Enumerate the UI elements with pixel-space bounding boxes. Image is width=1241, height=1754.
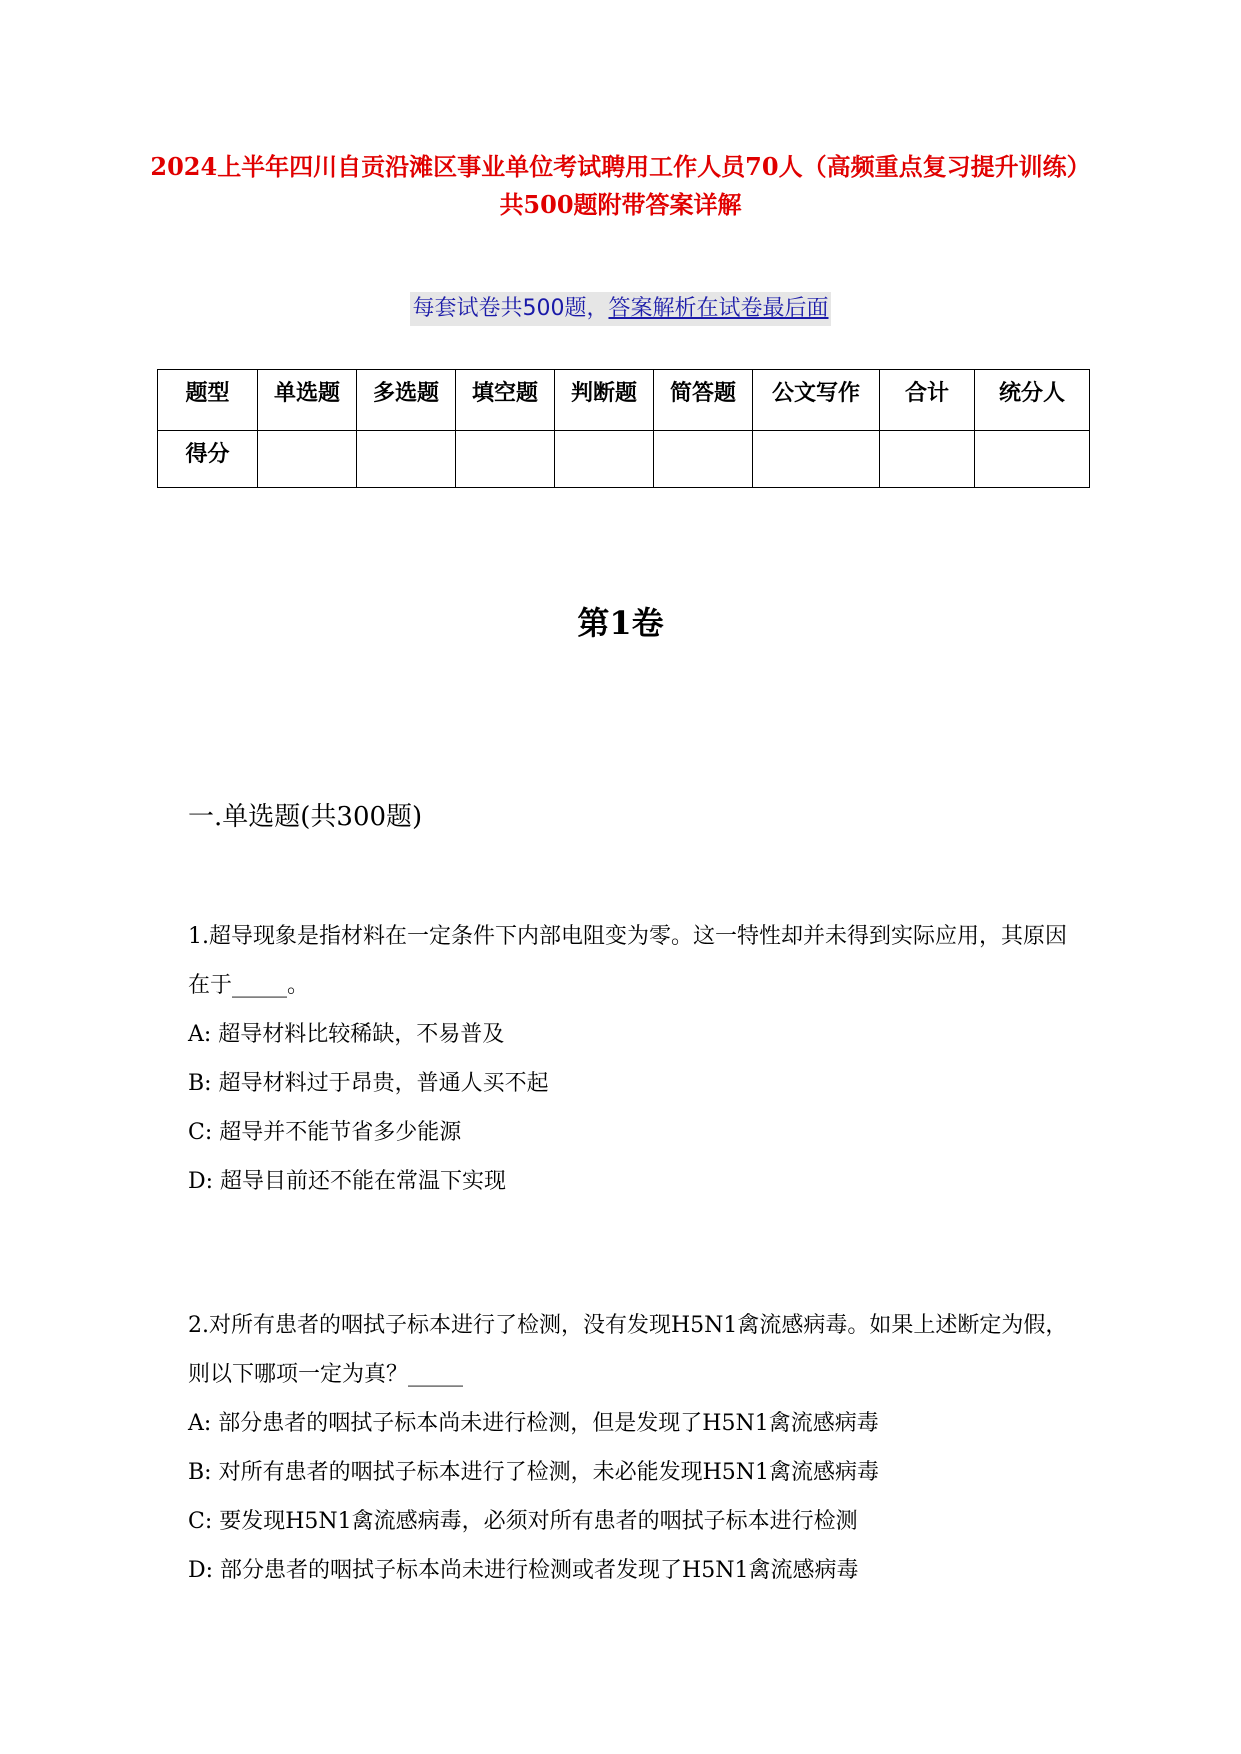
score-cell [753, 431, 880, 488]
score-table [157, 369, 1090, 488]
score-cell [456, 431, 555, 488]
section-title: 一.单选题(共300题) [188, 802, 423, 832]
question-stem: 1.超导现象是指材料在一定条件下内部电阻变为零。这一特性却并未得到实际应用，其原因在于_____。 [188, 924, 1067, 998]
subtitle-part1: 每套试卷共500题， [412, 296, 609, 321]
option-b: B: 对所有患者的咽拭子标本进行了检测，未必能发现H5N1禽流感病毒 [188, 1460, 880, 1485]
option-d: D: 部分患者的咽拭子标本尚未进行检测或者发现了H5N1禽流感病毒 [188, 1558, 859, 1583]
header-cell-writing: 公文写作 [753, 370, 880, 431]
score-row-label: 得分 [158, 431, 258, 488]
header-cell-short: 简答题 [654, 370, 753, 431]
score-cell [555, 431, 654, 488]
header-cell-judge: 判断题 [555, 370, 654, 431]
volume-title: 第1卷 [577, 604, 664, 642]
question-1 [188, 912, 1068, 1206]
subtitle-part2: 答案解析在试卷最后面 [608, 296, 829, 321]
score-table-score-row [158, 431, 1090, 488]
option-c: C: 超导并不能节省多少能源 [188, 1120, 462, 1145]
score-cell [357, 431, 456, 488]
score-cell [975, 431, 1090, 488]
header-cell-fill: 填空题 [456, 370, 555, 431]
score-cell [258, 431, 357, 488]
header-cell-grader: 统分人 [975, 370, 1090, 431]
score-table-header-row [158, 370, 1090, 431]
subtitle-banner [410, 292, 830, 326]
header-cell-single: 单选题 [258, 370, 357, 431]
header-cell-type: 题型 [158, 370, 258, 431]
score-cell [880, 431, 975, 488]
option-d: D: 超导目前还不能在常温下实现 [188, 1169, 507, 1194]
header-cell-multi: 多选题 [357, 370, 456, 431]
header-cell-total: 合计 [880, 370, 975, 431]
option-a: A: 部分患者的咽拭子标本尚未进行检测，但是发现了H5N1禽流感病毒 [188, 1411, 879, 1436]
document-title: 2024上半年四川自贡沿滩区事业单位考试聘用工作人员70人（高频重点复习提升训练）共500题附带答案详解 [150, 152, 1091, 219]
subtitle-line [0, 292, 1241, 326]
question-stem: 2.对所有患者的咽拭子标本进行了检测，没有发现H5N1禽流感病毒。如果上述断定为假，则以下哪项一定为真？_____ [188, 1313, 1068, 1387]
option-b: B: 超导材料过于昂贵，普通人买不起 [188, 1071, 549, 1096]
score-cell [654, 431, 753, 488]
option-c: C: 要发现H5N1禽流感病毒，必须对所有患者的咽拭子标本进行检测 [188, 1509, 858, 1534]
question-2 [188, 1301, 1068, 1595]
option-a: A: 超导材料比较稀缺，不易普及 [188, 1022, 505, 1047]
